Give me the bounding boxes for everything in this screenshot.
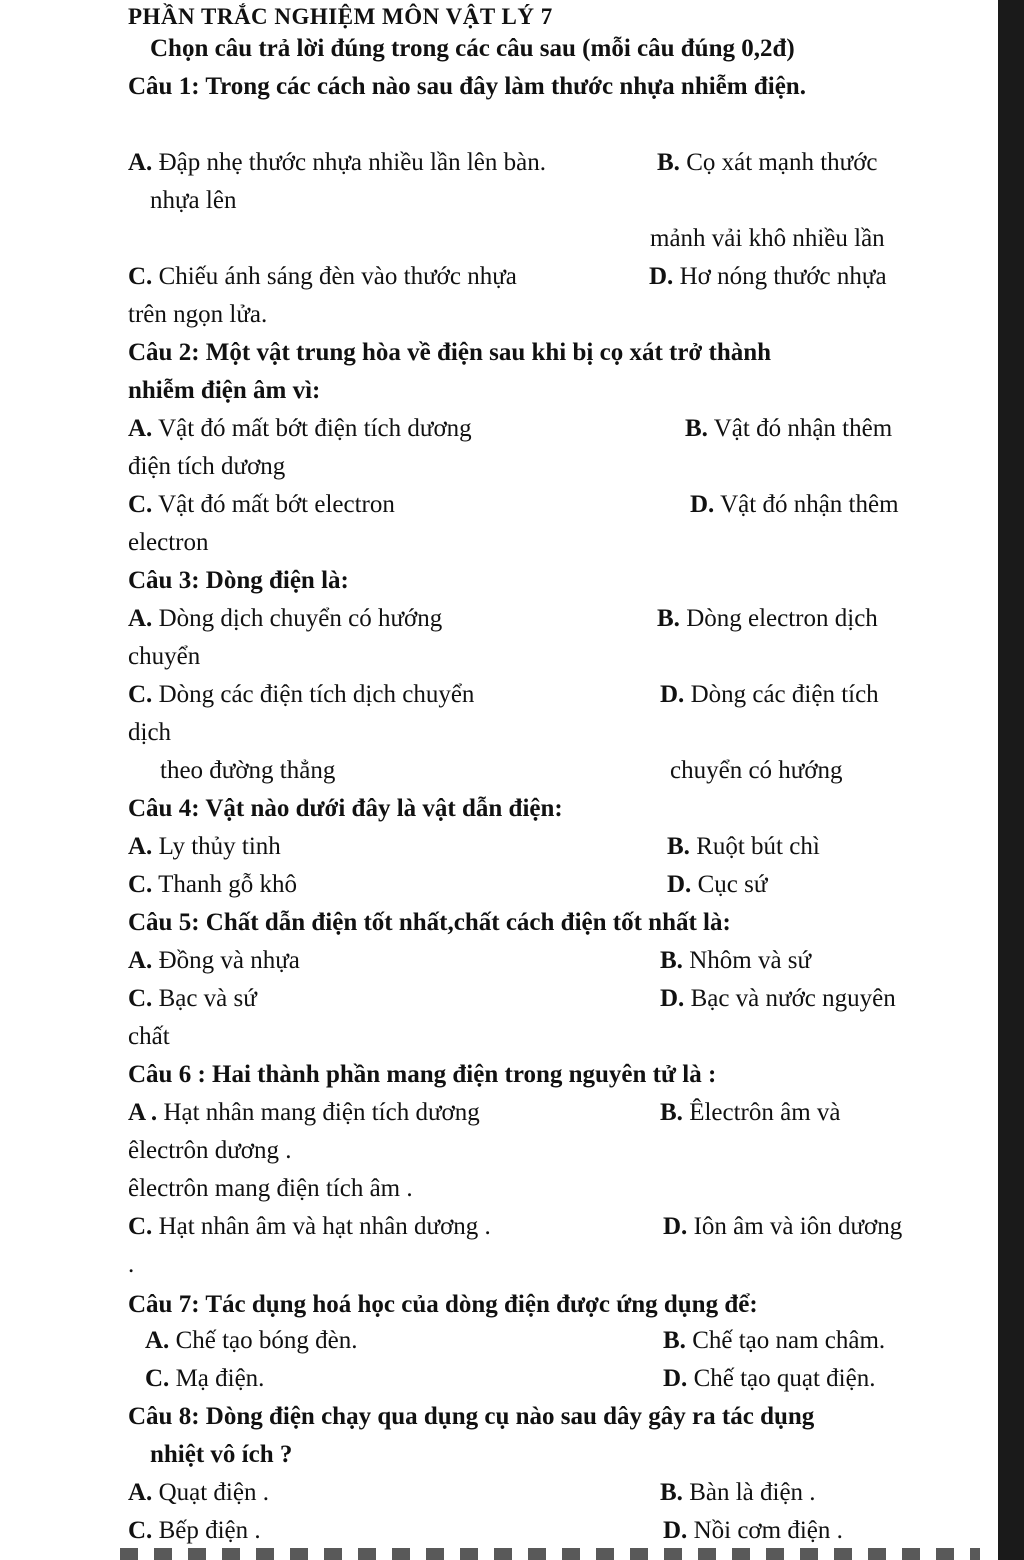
option-label: C. bbox=[145, 1365, 170, 1392]
line-q3 bbox=[128, 566, 349, 596]
line-q2a bbox=[128, 414, 472, 444]
line-text: mảnh vải khô nhiều lần bbox=[650, 225, 885, 252]
line-q2 bbox=[128, 338, 771, 368]
line-text: Câu 3: Dòng điện là: bbox=[128, 567, 349, 594]
line-text: Êlectrôn âm và bbox=[682, 1099, 841, 1126]
line-q7 bbox=[128, 1290, 758, 1320]
option-label: D. bbox=[663, 1213, 688, 1240]
line-q5d2 bbox=[128, 1022, 170, 1052]
line-text: Ruột bút chì bbox=[689, 833, 820, 860]
line-text: Cục sứ bbox=[691, 871, 768, 898]
option-label: C. bbox=[128, 681, 153, 708]
line-q7c bbox=[145, 1364, 264, 1394]
option-label: C. bbox=[128, 871, 153, 898]
line-q5a bbox=[128, 946, 300, 976]
option-label: A. bbox=[128, 415, 153, 442]
option-label: B. bbox=[660, 1479, 683, 1506]
line-q7b bbox=[663, 1326, 885, 1356]
line-q1b2 bbox=[150, 186, 236, 216]
option-label: B. bbox=[657, 149, 680, 176]
line-q8c bbox=[128, 1516, 261, 1546]
line-q4 bbox=[128, 794, 563, 824]
line-q3a bbox=[128, 604, 442, 634]
line-q8a bbox=[128, 1478, 269, 1508]
option-label: B. bbox=[657, 605, 680, 632]
option-label: B. bbox=[660, 1099, 683, 1126]
line-text: chất bbox=[128, 1023, 170, 1050]
line-q7a bbox=[145, 1326, 357, 1356]
line-text: Câu 5: Chất dẫn điện tốt nhất,chất cách điện tốt nhất là: bbox=[128, 909, 731, 936]
line-text: êlectrôn mang điện tích âm . bbox=[128, 1175, 413, 1202]
option-label: A. bbox=[128, 605, 153, 632]
line-text: Mạ điện. bbox=[169, 1365, 265, 1392]
line-q1c bbox=[128, 262, 517, 292]
line-q6d bbox=[663, 1212, 902, 1242]
line-text: nhựa lên bbox=[150, 187, 237, 214]
line-text: chuyển có hướng bbox=[670, 757, 843, 784]
line-q8 bbox=[128, 1402, 814, 1432]
line-q1d bbox=[649, 262, 887, 292]
line-text: Hơ nóng thước nhựa bbox=[673, 263, 887, 290]
line-q5b bbox=[660, 946, 811, 976]
line-q2bb2 bbox=[128, 452, 285, 482]
line-text: electron bbox=[128, 529, 209, 556]
line-text: Vật đó mất bớt electron bbox=[152, 491, 395, 518]
line-text: nhiệt vô ích ? bbox=[150, 1441, 293, 1468]
line-text: theo đường thẳng bbox=[160, 757, 336, 784]
line-q8b bbox=[150, 1440, 292, 1470]
line-text: Vật đó mất bớt điện tích dương bbox=[152, 415, 472, 442]
option-label: D. bbox=[660, 985, 685, 1012]
line-text: Dòng dịch chuyển có hướng bbox=[152, 605, 443, 632]
line-text: Hạt nhân âm và hạt nhân dương . bbox=[152, 1213, 491, 1240]
line-text: êlectrôn dương . bbox=[128, 1137, 292, 1164]
line-text: Quạt điện . bbox=[152, 1479, 269, 1506]
line-q6 bbox=[128, 1060, 716, 1090]
line-q1b bbox=[657, 148, 878, 178]
line-q7d bbox=[663, 1364, 875, 1394]
line-text: Chế tạo bóng đèn. bbox=[169, 1327, 358, 1354]
option-label: A. bbox=[128, 947, 153, 974]
line-q3b bbox=[657, 604, 878, 634]
line-text: điện tích dương bbox=[128, 453, 286, 480]
option-label: D. bbox=[663, 1365, 688, 1392]
line-text: Câu 8: Dòng điện chạy qua dụng cụ nào sau dây gây ra tác dụng bbox=[128, 1403, 815, 1430]
line-text: Câu 7: Tác dụng hoá học của dòng điện được ứng dụng để: bbox=[128, 1291, 758, 1318]
option-label: C. bbox=[128, 491, 153, 518]
line-text: chuyển bbox=[128, 643, 201, 670]
line-q6a bbox=[128, 1098, 480, 1128]
line-text: Cọ xát mạnh thước bbox=[679, 149, 878, 176]
option-label: D. bbox=[660, 681, 685, 708]
option-label: C. bbox=[128, 263, 153, 290]
line-text: trên ngọn lửa. bbox=[128, 301, 268, 328]
line-q8d bbox=[663, 1516, 843, 1546]
line-q1d2 bbox=[128, 300, 267, 330]
line-q2d2 bbox=[128, 528, 209, 558]
option-label: C. bbox=[128, 1213, 153, 1240]
line-text: Đồng và nhựa bbox=[152, 947, 300, 974]
line-q6b bbox=[660, 1098, 841, 1128]
page-title: PHẦN TRẮC NGHIỆM MÔN VẬT LÝ 7 bbox=[128, 4, 553, 29]
option-label: A. bbox=[145, 1327, 170, 1354]
line-text: Hạt nhân mang điện tích dương bbox=[157, 1099, 480, 1126]
line-text: Dòng electron dịch bbox=[679, 605, 878, 632]
option-label: A . bbox=[128, 1099, 158, 1126]
option-label: C. bbox=[128, 1517, 153, 1544]
line-text: dịch bbox=[128, 719, 172, 746]
line-text: . bbox=[128, 1251, 135, 1278]
line-q8bb bbox=[660, 1478, 816, 1508]
line-text: Ly thủy tinh bbox=[152, 833, 281, 860]
instruction: Chọn câu trả lời đúng trong các câu sau (mỗi câu đúng 0,2đ) bbox=[150, 35, 795, 62]
line-q2d bbox=[690, 490, 899, 520]
line-q5c bbox=[128, 984, 257, 1014]
option-label: D. bbox=[690, 491, 715, 518]
line-text: Câu 1: Trong các cách nào sau đây làm thước nhựa nhiễm điện. bbox=[128, 73, 806, 100]
line-q3c bbox=[128, 680, 474, 710]
line-q2c bbox=[128, 490, 395, 520]
line-text: Iôn âm và iôn dương bbox=[687, 1213, 903, 1240]
cut-off-next-line bbox=[120, 1548, 980, 1560]
line-q4a bbox=[128, 832, 281, 862]
line-q6d2 bbox=[128, 1250, 134, 1280]
line-q6a2 bbox=[128, 1174, 413, 1204]
line-text: nhiễm điện âm vì: bbox=[128, 377, 321, 404]
line-q3c2 bbox=[160, 756, 335, 786]
line-text: Đập nhẹ thước nhựa nhiều lần lên bàn. bbox=[152, 149, 546, 176]
line-text: Câu 4: Vật nào dưới đây là vật dẫn điện: bbox=[128, 795, 563, 822]
dark-right-border bbox=[998, 0, 1024, 1560]
line-q5 bbox=[128, 908, 731, 938]
option-label: C. bbox=[128, 985, 153, 1012]
line-text: Nồi cơm điện . bbox=[687, 1517, 843, 1544]
line-text: Câu 6 : Hai thành phần mang điện trong nguyên tử là : bbox=[128, 1061, 717, 1088]
line-text: Thanh gỗ khô bbox=[152, 871, 297, 898]
line-q1a bbox=[128, 148, 546, 178]
line-q2b bbox=[128, 376, 320, 406]
option-label: B. bbox=[667, 833, 690, 860]
option-label: B. bbox=[663, 1327, 686, 1354]
line-text: Chiếu ánh sáng đèn vào thước nhựa bbox=[152, 263, 517, 290]
option-label: D. bbox=[649, 263, 674, 290]
option-label: D. bbox=[663, 1517, 688, 1544]
option-label: D. bbox=[667, 871, 692, 898]
option-label: A. bbox=[128, 1479, 153, 1506]
line-text: Vật đó nhận thêm bbox=[707, 415, 893, 442]
line-text: Dòng các điện tích dịch chuyển bbox=[152, 681, 475, 708]
line-text: Dòng các điện tích bbox=[684, 681, 879, 708]
line-q2bb bbox=[685, 414, 892, 444]
line-text: Bạc và sứ bbox=[152, 985, 257, 1012]
line-q6c bbox=[128, 1212, 491, 1242]
line-q3d2 bbox=[128, 718, 171, 748]
line-q3d3 bbox=[670, 756, 843, 786]
line-text: Chế tạo quạt điện. bbox=[687, 1365, 876, 1392]
line-q4d bbox=[667, 870, 767, 900]
option-label: B. bbox=[685, 415, 708, 442]
line-q3d bbox=[660, 680, 879, 710]
line-q4b bbox=[667, 832, 820, 862]
line-text: Vật đó nhận thêm bbox=[714, 491, 899, 518]
option-label: B. bbox=[660, 947, 683, 974]
line-text: Bạc và nước nguyên bbox=[684, 985, 896, 1012]
line-text: Bếp điện . bbox=[152, 1517, 261, 1544]
line-q6b2 bbox=[128, 1136, 292, 1166]
line-text: Chế tạo nam châm. bbox=[685, 1327, 886, 1354]
line-q5d bbox=[660, 984, 896, 1014]
option-label: A. bbox=[128, 149, 153, 176]
line-text: Nhôm và sứ bbox=[682, 947, 812, 974]
line-q3b2 bbox=[128, 642, 200, 672]
line-q1b3 bbox=[650, 224, 885, 254]
line-text: Bàn là điện . bbox=[682, 1479, 816, 1506]
line-q1 bbox=[128, 72, 806, 102]
line-q4c bbox=[128, 870, 297, 900]
line-text: Câu 2: Một vật trung hòa về điện sau khi bị cọ xát trở thành bbox=[128, 339, 772, 366]
option-label: A. bbox=[128, 833, 153, 860]
